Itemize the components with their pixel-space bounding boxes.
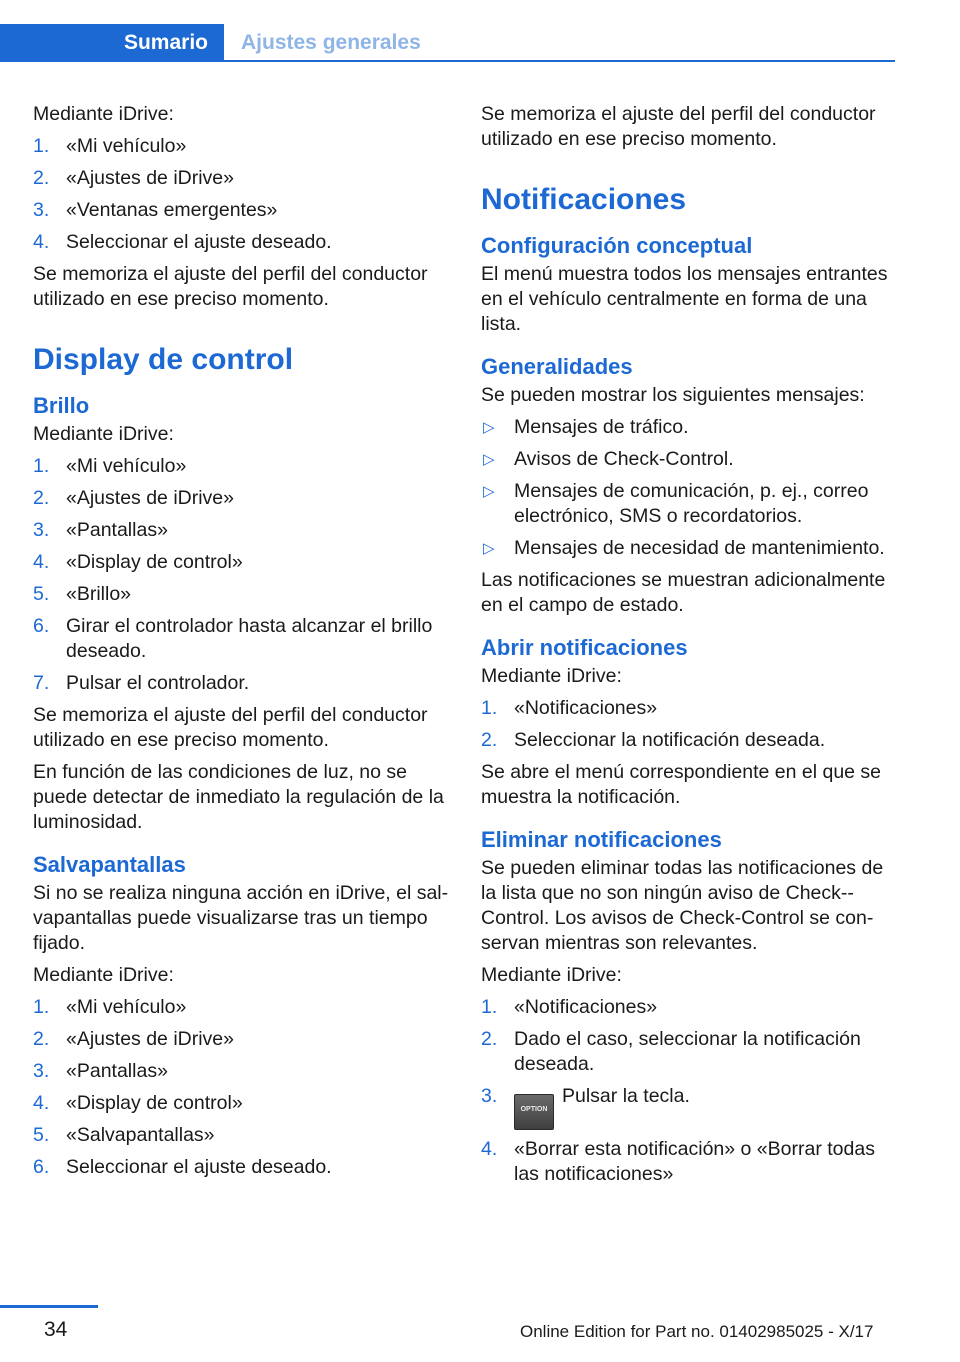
list-item (33, 486, 451, 511)
heading-eliminar-notificaciones: Eliminar notificaciones (481, 827, 722, 852)
list-item (481, 536, 899, 561)
eliminar-text: Se pueden eliminar todas las notificaciones de la lista que no son ningún aviso de Check--Control. Los avisos de Check-Control se conservan mientras son relevantes. (481, 857, 884, 954)
list-item (33, 198, 451, 223)
step-number: 4. (33, 1092, 50, 1114)
heading-generalidades: Generalidades (481, 354, 633, 379)
saved-note-1: Se memoriza el ajuste del perfil del conductor utilizado en ese preciso momento. (33, 263, 428, 310)
list-item (481, 1084, 899, 1130)
step-text: «Notificaciones» (514, 697, 658, 719)
step-text: Seleccionar el ajuste deseado. (66, 1156, 332, 1178)
triangle-bullet-icon: ▷ (483, 451, 495, 468)
step-number: 4. (33, 551, 50, 573)
general-text: Se pueden mostrar los siguientes mensajes: (481, 384, 865, 406)
step-text: Pulsar el controlador. (66, 672, 250, 694)
list-item (33, 1155, 451, 1180)
heading-brillo: Brillo (33, 393, 90, 418)
step-number: 3. (481, 1085, 498, 1107)
list-item (33, 1091, 451, 1116)
list-item (33, 454, 451, 479)
steps-list-abrir (481, 696, 899, 753)
idrive-text-3: Mediante iDrive: (33, 964, 174, 986)
tab-ajustes-generales[interactable]: Ajustes generales (241, 31, 421, 54)
idrive-text-eliminar: Mediante iDrive: (481, 964, 622, 986)
step-text: Seleccionar la notificación deseada. (514, 729, 826, 751)
list-item (481, 1027, 899, 1077)
list-item (481, 415, 899, 440)
step-text: Seleccionar el ajuste deseado. (66, 231, 332, 253)
list-item (33, 995, 451, 1020)
step-number: 3. (33, 1060, 50, 1082)
list-item (33, 614, 451, 664)
triangle-bullet-icon: ▷ (483, 540, 495, 557)
step-number: 1. (33, 996, 50, 1018)
step-text: «Pantallas» (66, 519, 168, 541)
step-number: 5. (33, 1124, 50, 1146)
step-number: 5. (33, 583, 50, 605)
step-text: «Notificaciones» (514, 996, 658, 1018)
steps-list-1 (33, 134, 451, 255)
step-text: «Pantallas» (66, 1060, 168, 1082)
tab-sumario[interactable]: Sumario (0, 24, 224, 62)
step-number: 3. (33, 199, 50, 221)
right-column (481, 102, 899, 1194)
heading-configuracion-conceptual: Configuración conceptual (481, 233, 753, 258)
step-text: «Ajustes de iDrive» (66, 1028, 234, 1050)
heading-notificaciones: Notificaciones (481, 183, 687, 216)
list-item (481, 728, 899, 753)
saved-note-2: Se memoriza el ajuste del perfil del conductor utilizado en ese preciso momento. (33, 704, 428, 751)
page-number: 34 (44, 1318, 68, 1341)
step-text: «Mi vehículo» (66, 455, 187, 477)
step-number: 4. (33, 231, 50, 253)
list-item (33, 582, 451, 607)
heading-abrir-notificaciones: Abrir notificaciones (481, 635, 688, 660)
heading-salvapantallas: Salvapantallas (33, 852, 186, 877)
config-text: El menú muestra todos los mensajes entrantes en el vehículo centralmente en forma de una lista. (481, 263, 888, 335)
saved-note-right: Se memoriza el ajuste del perfil del conductor utilizado en ese preciso momento. (481, 103, 876, 150)
step-text: «Display de control» (66, 551, 243, 573)
step-number: 2. (33, 1028, 50, 1050)
steps-list-2 (33, 454, 451, 696)
list-item (33, 1123, 451, 1148)
footer-divider (0, 1305, 98, 1308)
step-number: 1. (33, 135, 50, 157)
heading-display-de-control: Display de control (33, 343, 294, 376)
list-item (33, 671, 451, 696)
step-text: «Borrar esta notificación» o «Borrar todas las notificaciones» (514, 1138, 875, 1185)
step-number: 1. (481, 697, 498, 719)
step-text: «Mi vehículo» (66, 996, 187, 1018)
step-number: 7. (33, 672, 50, 694)
light-note: En función de las condiciones de luz, no se puede detectar de inmediato la regulación de la luminosidad. (33, 761, 444, 833)
step-text: Avisos de Check-Control. (514, 448, 734, 470)
salvapantallas-text: Si no se realiza ninguna acción en iDrive, el salvapantallas puede visualizarse tras un tiempo fijado. (33, 882, 449, 954)
estado-text: Las notificaciones se muestran adicionalmente en el campo de estado. (481, 569, 886, 616)
step-number: 2. (33, 487, 50, 509)
step-text: «Ajustes de iDrive» (66, 487, 234, 509)
list-item (481, 479, 899, 529)
step-number: 6. (33, 615, 50, 637)
step-number: 3. (33, 519, 50, 541)
list-item (33, 166, 451, 191)
step-text: Girar el controlador hasta alcanzar el brillo deseado. (66, 615, 433, 662)
triangle-bullet-icon: ▷ (483, 419, 495, 436)
list-item (33, 1027, 451, 1052)
messages-bullet-list (481, 415, 899, 561)
list-item (33, 1059, 451, 1084)
step-text: Mensajes de necesidad de mantenimiento. (514, 537, 885, 559)
step-text: «Mi vehículo» (66, 135, 187, 157)
step-number: 4. (481, 1138, 498, 1160)
list-item (33, 230, 451, 255)
list-item (481, 696, 899, 721)
edition-text: Online Edition for Part no. 01402985025 - X/17 (520, 1322, 874, 1341)
page-header (0, 24, 895, 62)
triangle-bullet-icon: ▷ (483, 483, 495, 500)
list-item (33, 518, 451, 543)
steps-list-3 (33, 995, 451, 1180)
intro-text: Mediante iDrive: (33, 103, 174, 125)
step-text: «Ventanas emergentes» (66, 199, 278, 221)
list-item (33, 550, 451, 575)
step-number: 2. (481, 729, 498, 751)
step-number: 2. (33, 167, 50, 189)
step-text: «Brillo» (66, 583, 132, 605)
option-key-icon: OPTION (514, 1094, 554, 1130)
step-number: 1. (481, 996, 498, 1018)
list-item (481, 447, 899, 472)
step-text: Mensajes de comunicación, p. ej., correo electrónico, SMS o recordatorios. (514, 480, 869, 527)
step-text: «Salvapantallas» (66, 1124, 215, 1146)
left-column (33, 102, 451, 1187)
header-divider (224, 60, 895, 62)
step-text: Pulsar la tecla. (562, 1085, 690, 1107)
step-text: Dado el caso, seleccionar la notificación deseada. (514, 1028, 861, 1075)
step-text: «Display de control» (66, 1092, 243, 1114)
idrive-text-2: Mediante iDrive: (33, 423, 174, 445)
steps-list-eliminar (481, 995, 899, 1187)
list-item (481, 995, 899, 1020)
step-text: «Ajustes de iDrive» (66, 167, 234, 189)
step-number: 1. (33, 455, 50, 477)
list-item (33, 134, 451, 159)
step-text: Mensajes de tráfico. (514, 416, 689, 438)
step-number: 2. (481, 1028, 498, 1050)
idrive-text-abrir: Mediante iDrive: (481, 665, 622, 687)
abre-text: Se abre el menú correspondiente en el que se muestra la notificación. (481, 761, 882, 808)
list-item (481, 1137, 899, 1187)
step-number: 6. (33, 1156, 50, 1178)
